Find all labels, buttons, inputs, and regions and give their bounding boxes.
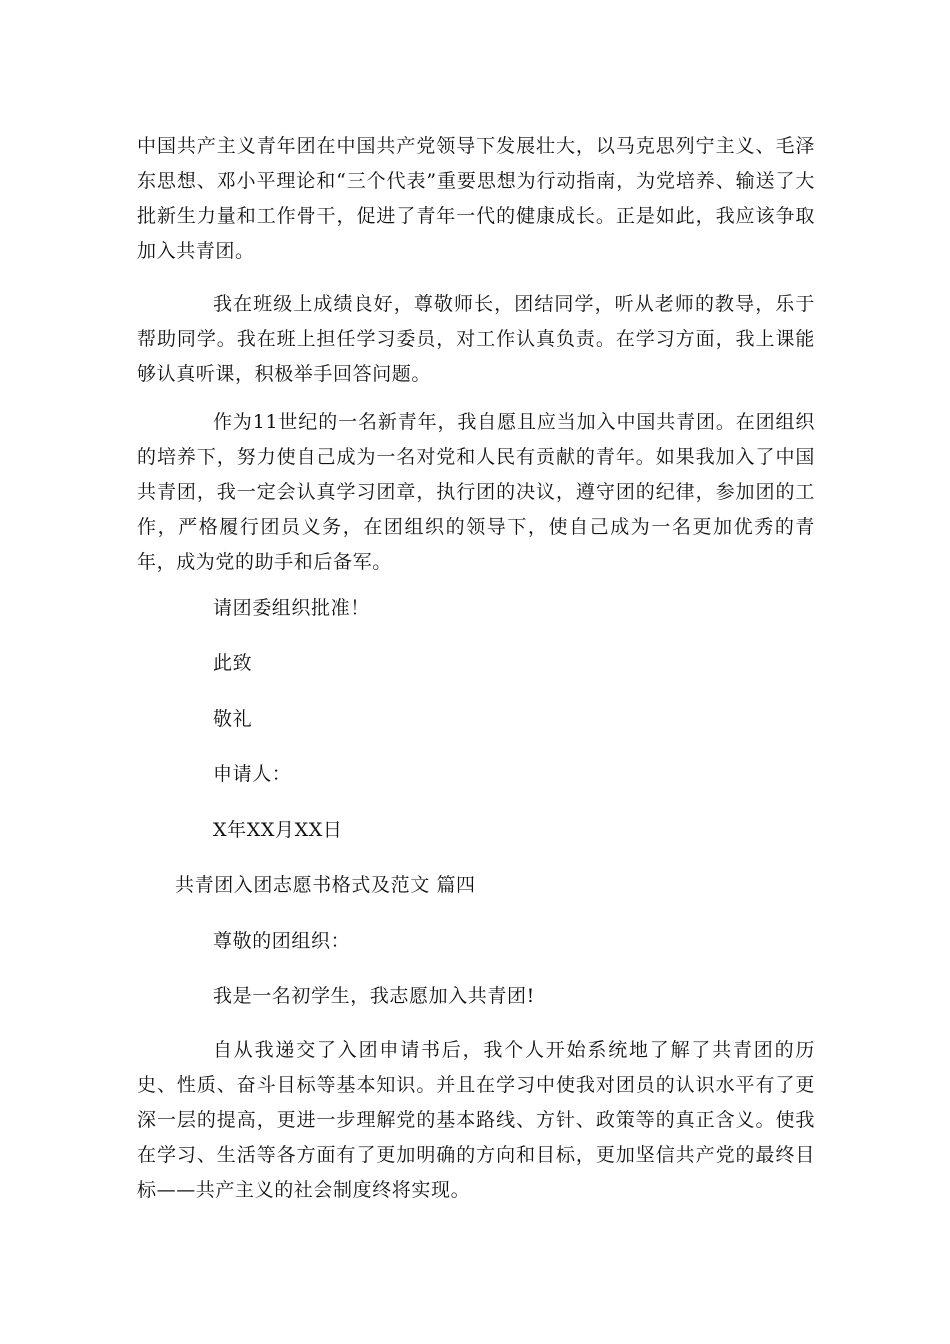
- paragraph-intro: 中国共产主义青年团在中国共产党领导下发展壮大，以马克思列宁主义、毛泽东思想、邓小平理论和“三个代表”重要思想为行动指南，为党培养、输送了大批新生力量和工作骨干，促进了青年一代的健康成长。正是如此，我应该争取加入共青团。: [137, 135, 815, 262]
- paragraph-learning: 自从我递交了入团申请书后，我个人开始系统地了解了共青团的历史、性质、奋斗目标等基本知识。并且在学习中使我对团员的认识水平有了更深一层的提高，更进一步理解党的基本路线、方针、政策等的真正含义。使我在学习、生活等各方面有了更加明确的方向和目标，更加坚信共产党的最终目标——共产主义的社会制度终将实现。: [137, 1039, 815, 1201]
- closing-regards: 敬礼: [213, 708, 253, 730]
- date-line: X年XX月XX日: [213, 819, 343, 841]
- statement-line: 我是一名初学生，我志愿加入共青团!: [213, 985, 535, 1007]
- approval-request: 请团委组织批准！: [213, 597, 370, 619]
- section-heading: 共青团入团志愿书格式及范文 篇四: [175, 874, 476, 896]
- paragraph-class-performance: 我在班级上成绩良好，尊敬师长，团结同学，听从老师的教导，乐于帮助同学。我在班上担任学习委员，对工作认真负责。在学习方面，我上课能够认真听课，积极举手回答问题。: [137, 293, 815, 385]
- closing-salutation: 此致: [213, 652, 253, 674]
- greeting: 尊敬的团组织：: [213, 930, 351, 952]
- applicant-label: 申请人：: [213, 763, 292, 785]
- paragraph-aspiration: 作为11世纪的一名新青年，我自愿且应当加入中国共青团。在团组织的培养下，努力使自己成为一名对党和人民有贡献的青年。如果我加入了中国共青团，我一定会认真学习团章，执行团的决议，遵守团的纪律，参加团的工作，严格履行团员义务，在团组织的领导下，使自己成为一名更加优秀的青年，成为党的助手和后备军。: [137, 411, 815, 573]
